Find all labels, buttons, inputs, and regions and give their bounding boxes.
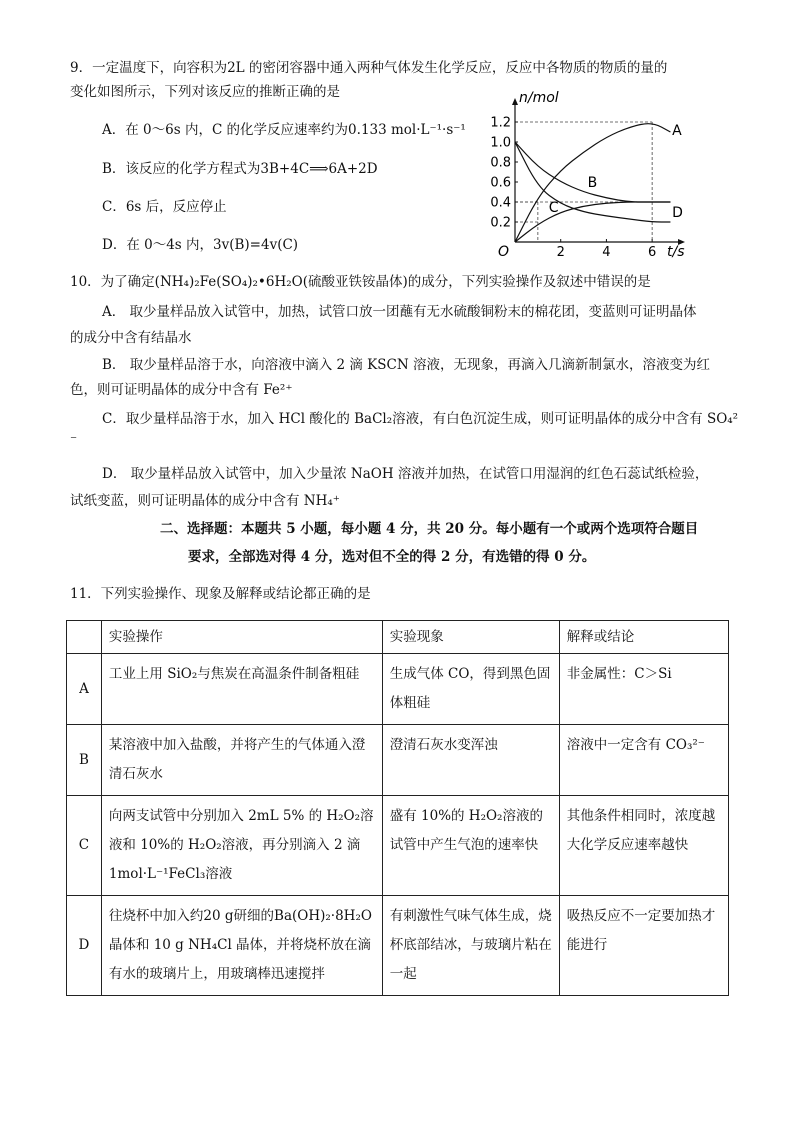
series-label-b: B [587, 175, 598, 191]
table-row [67, 654, 729, 725]
y-tick-label: 0.8 [490, 155, 511, 171]
table-cell: 吸热反应不一定要加热才能进行 [559, 896, 728, 996]
table-row [67, 896, 729, 996]
q10-option-a-line1: A． 取少量样品放入试管中，加热，试管口放一团蘸有无水硫酸铜粉末的棉花团，变蓝则可证明晶体 [102, 304, 697, 320]
y-tick-label: 0.2 [490, 215, 511, 231]
series-line-d [515, 202, 670, 242]
row-label: C [67, 796, 102, 896]
table-header-cell: 实验现象 [382, 621, 559, 654]
table-cell: 澄清石灰水变浑浊 [382, 725, 559, 796]
section-heading-line1: 二、选择题：本题共 5 小题，每小题 4 分，共 20 分。每小题有一个或两个选项符合题目 [160, 521, 699, 537]
q11-stem: 11．下列实验操作、现象及解释或结论都正确的是 [70, 586, 371, 602]
q9-stem-line2: 变化如图所示，下列对该反应的推断正确的是 [70, 84, 340, 100]
q11-table [66, 620, 729, 996]
q10-option-b-line2: 色，则可证明晶体的成分中含有 Fe²⁺ [70, 382, 293, 398]
chart-guides [515, 122, 652, 242]
table-row [67, 796, 729, 896]
q10-option-d-line2: 试纸变蓝，则可证明晶体的成分中含有 NH₄⁺ [70, 493, 340, 509]
row-label: A [67, 654, 102, 725]
y-tick-label: 0.6 [490, 175, 511, 191]
x-tick-label: 4 [602, 245, 611, 260]
q10-option-b-line1: B． 取少量样品溶于水，向溶液中滴入 2 滴 KSCN 溶液，无现象，再滴入几滴新制氯水，溶液变为红 [102, 357, 710, 373]
q10-option-d-line1: D． 取少量样品放入试管中，加入少量浓 NaOH 溶液并加热，在试管口用湿润的红色石蕊试纸检验， [102, 466, 709, 482]
table-header-cell: 解释或结论 [559, 621, 728, 654]
table-row [67, 725, 729, 796]
table-cell: 向两支试管中分别加入 2mL 5% 的 H₂O₂溶液和 10%的 H₂O₂溶液，再分别滴入 2 滴 1mol·L⁻¹FeCl₃溶液 [101, 796, 382, 896]
table-cell: 某溶液中加入盐酸，并将产生的气体通入澄清石灰水 [101, 725, 382, 796]
y-tick-label: 1.2 [490, 115, 511, 131]
x-tick-label: 6 [648, 245, 657, 260]
table-header-row [67, 621, 729, 654]
table-header-cell [67, 621, 102, 654]
y-axis-arrow [512, 98, 518, 105]
q10-option-c-line1: C．取少量样品溶于水，加入 HCl 酸化的 BaCl₂溶液，有白色沉淀生成，则可证明晶体的成分中含有 SO₄² [102, 411, 739, 427]
y-axis-label: n/mol [519, 90, 559, 106]
y-tick-label: 0.4 [490, 195, 511, 211]
table-header-cell: 实验操作 [101, 621, 382, 654]
table-cell: 盛有 10%的 H₂O₂溶液的试管中产生气泡的速率快 [382, 796, 559, 896]
q10-stem: 10．为了确定(NH₄)₂Fe(SO₄)₂•6H₂O(硫酸亚铁铵晶体)的成分，下列实验操作及叙述中错误的是 [70, 274, 651, 290]
series-line-b [515, 142, 670, 202]
table-cell: 非金属性：C＞Si [559, 654, 728, 725]
series-label-a: A [672, 123, 682, 139]
table-cell: 有刺激性气味气体生成，烧杯底部结冰，与玻璃片粘在一起 [382, 896, 559, 996]
section-heading-line2: 要求，全部选对得 4 分，选对但不全的得 2 分，有选错的得 0 分。 [188, 549, 596, 565]
table-cell: 工业上用 SiO₂与焦炭在高温条件制备粗硅 [101, 654, 382, 725]
series-label-d: D [672, 205, 683, 221]
table-cell: 溶液中一定含有 CO₃²⁻ [559, 725, 728, 796]
q9-option-a: A．在 0～6s 内，C 的化学反应速率约为0.133 mol·L⁻¹·s⁻¹ [102, 122, 466, 138]
q10-option-a-line2: 的成分中含有结晶水 [70, 330, 192, 346]
q9-option-b: B．该反应的化学方程式为3B+4C⟹6A+2D [102, 161, 378, 177]
q9-option-c: C．6s 后，反应停止 [102, 199, 227, 215]
y-tick-label: 1.0 [490, 135, 511, 151]
row-label: B [67, 725, 102, 796]
series-label-c: C [548, 200, 559, 216]
table-cell: 生成气体 CO，得到黑色固体粗硅 [382, 654, 559, 725]
q9-chart [488, 90, 688, 260]
table-cell: 其他条件相同时，浓度越大化学反应速率越快 [559, 796, 728, 896]
q9-stem-line1: 9．一定温度下，向容积为2L 的密闭容器中通入两种气体发生化学反应，反应中各物质的物质的量的 [70, 60, 668, 76]
row-label: D [67, 896, 102, 996]
q10-option-c-line2: ⁻ [70, 432, 78, 448]
origin-label: O [497, 244, 509, 260]
table-cell: 往烧杯中加入约20 g研细的Ba(OH)₂·8H₂O晶体和 10 g NH₄Cl 晶体，并将烧杯放在滴有水的玻璃片上，用玻璃棒迅速搅拌 [101, 896, 382, 996]
q9-option-d: D．在 0～4s 内，3v(B)=4v(C) [102, 237, 299, 253]
x-axis-label: t/s [667, 244, 685, 260]
x-tick-label: 2 [556, 245, 565, 260]
